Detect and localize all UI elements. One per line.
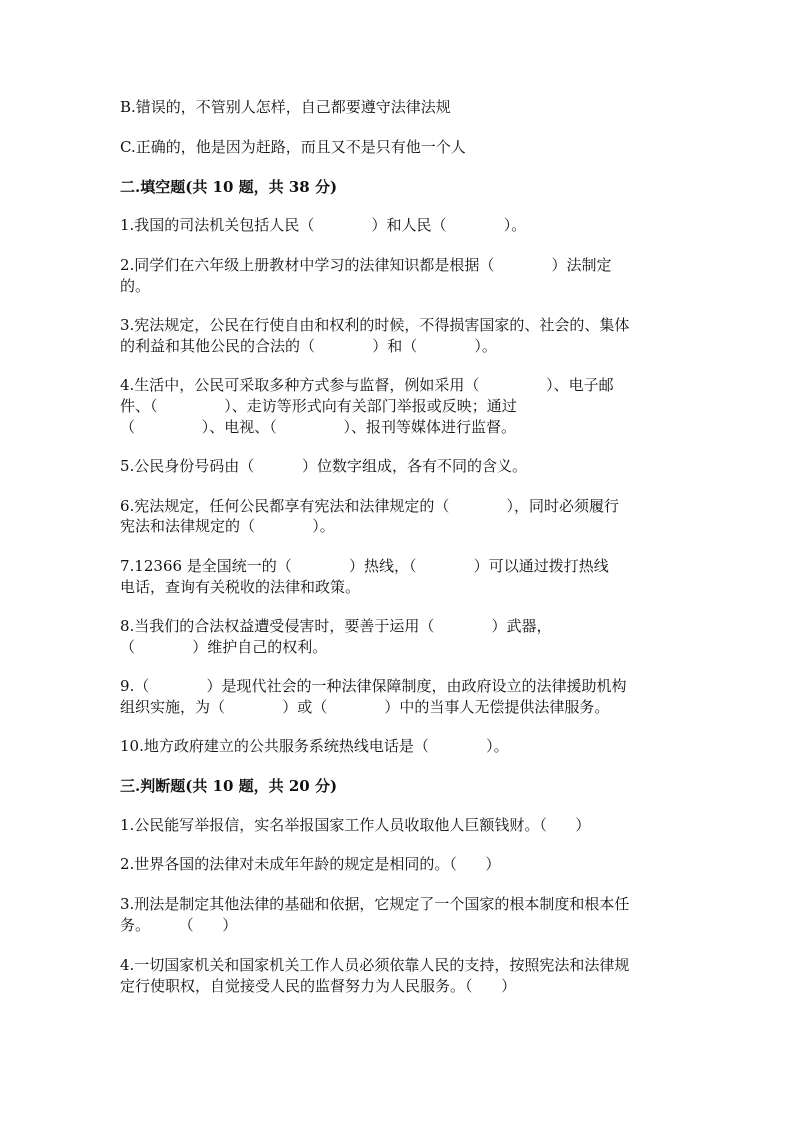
- fill-question-8-line-2: （ ）维护自己的权利。: [120, 638, 328, 656]
- fill-question-4-line-3: （ ）、电视、（ ）、报刊等媒体进行监督。: [120, 418, 517, 436]
- judge-question-3-line-1: 3.刑法是制定其他法律的基础和依据，它规定了一个国家的根本制度和根本任: [120, 895, 630, 913]
- fill-question-9-line-2: 组织实施，为（ ）或（ ）中的当事人无偿提供法律服务。: [120, 698, 610, 716]
- fill-question-5: 5.公民身份号码由（ ）位数字组成，各有不同的含义。: [120, 457, 527, 475]
- fill-question-6-line-2: 宪法和法律规定的（ ）。: [120, 517, 335, 535]
- fill-question-1: 1.我国的司法机关包括人民（ ）和人民（ ）。: [120, 216, 527, 234]
- fill-question-4-line-2: 件、（ ）、走访等形式向有关部门举报或反映；通过: [120, 397, 517, 415]
- fill-question-9-line-1: 9.（ ）是现代社会的一种法律保障制度，由政府设立的法律援助机构: [120, 677, 627, 695]
- fill-question-7-line-1: 7.12366 是全国统一的（ ）热线，（ ）可以通过拨打热线: [120, 557, 609, 575]
- judge-question-2: 2.世界各国的法律对未成年年龄的规定是相同的。（ ）: [120, 855, 501, 873]
- judge-question-4-line-2: 定行使职权，自觉接受人民的监督努力为人民服务。（ ）: [120, 977, 517, 995]
- fill-question-3-line-1: 3.宪法规定，公民在行使自由和权利的时候，不得损害国家的、社会的、集体: [120, 316, 630, 334]
- option-c: C.正确的，他是因为赶路，而且又不是只有他一个人: [120, 138, 466, 156]
- fill-question-8-line-1: 8.当我们的合法权益遭受侵害时，要善于运用（ ）武器，: [120, 617, 552, 635]
- fill-question-4-line-1: 4.生活中，公民可采取多种方式参与监督，例如采用（ ）、电子邮: [120, 376, 614, 394]
- judge-question-3-line-2: 务。 （ ）: [120, 916, 238, 934]
- judge-question-4-line-1: 4.一切国家机关和国家机关工作人员必须依靠人民的支持，按照宪法和法律规: [120, 956, 630, 974]
- section-heading-true-false: 三.判断题(共 10 题，共 20 分): [120, 777, 338, 795]
- section-heading-fill-in: 二.填空题(共 10 题，共 38 分): [120, 178, 338, 196]
- option-b: B.错误的，不管别人怎样，自己都要遵守法律法规: [120, 98, 451, 116]
- fill-question-2-line-2: 的。: [120, 277, 151, 295]
- fill-question-3-line-2: 的利益和其他公民的合法的（ ）和（ ）。: [120, 337, 497, 355]
- fill-question-2-line-1: 2.同学们在六年级上册教材中学习的法律知识都是根据（ ）法制定: [120, 256, 612, 274]
- fill-question-7-line-2: 电话，查询有关税收的法律和政策。: [120, 578, 361, 596]
- judge-question-1: 1.公民能写举报信，实名举报国家工作人员收取他人巨额钱财。（ ）: [120, 816, 591, 834]
- fill-question-6-line-1: 6.宪法规定，任何公民都享有宪法和法律规定的（ ），同时必须履行: [120, 497, 620, 515]
- fill-question-10: 10.地方政府建立的公共服务系统热线电话是（ ）。: [120, 737, 509, 755]
